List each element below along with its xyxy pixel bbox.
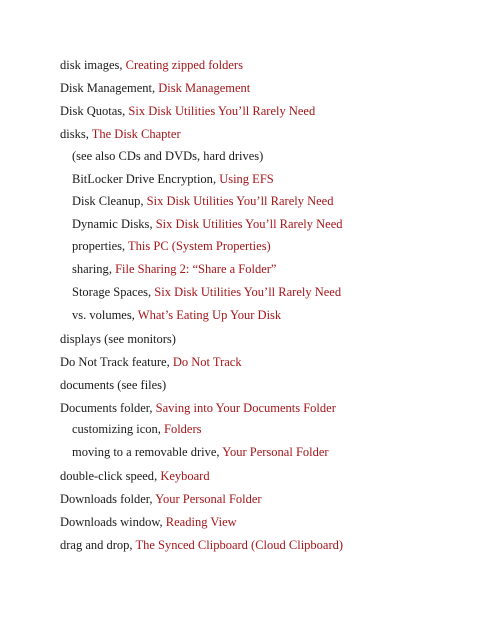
index-subentry: properties, This PC (System Properties) bbox=[72, 239, 271, 253]
index-entry bbox=[60, 332, 176, 347]
index-term: properties bbox=[72, 239, 122, 253]
index-term: (see also CDs and DVDs, hard drives) bbox=[72, 149, 264, 163]
index-entry: drag and drop, The Synced Clipboard (Cloud Clipboard) bbox=[60, 538, 344, 552]
index-link[interactable]: The Disk Chapter bbox=[91, 127, 181, 141]
index-subentry: customizing icon, Folders bbox=[72, 422, 202, 436]
index-term: customizing icon bbox=[72, 422, 158, 436]
index-term: Downloads folder bbox=[60, 492, 150, 506]
index-link[interactable]: This PC (System Properties) bbox=[128, 239, 271, 253]
index-subentry: Storage Spaces, Six Disk Utilities You’ll Rarely Need bbox=[72, 285, 342, 299]
index-link[interactable]: Do Not Track bbox=[172, 355, 242, 369]
index-link[interactable]: Creating zipped folders bbox=[125, 58, 243, 72]
index-subentry: moving to a removable drive, Your Personal Folder bbox=[72, 445, 329, 459]
index-term: documents (see files) bbox=[60, 378, 167, 392]
index-link[interactable]: Your Personal Folder bbox=[155, 492, 262, 506]
index-term: double-click speed bbox=[60, 469, 155, 483]
index-subentry bbox=[72, 149, 263, 164]
index-subentry: vs. volumes, What’s Eating Up Your Disk bbox=[72, 308, 282, 322]
index-link[interactable]: Six Disk Utilities You’ll Rarely Need bbox=[154, 285, 342, 299]
index-term: disk images bbox=[60, 58, 120, 72]
index-term: vs. volumes bbox=[72, 308, 132, 322]
index-link[interactable]: What’s Eating Up Your Disk bbox=[137, 308, 282, 322]
index-link[interactable]: Six Disk Utilities You’ll Rarely Need bbox=[155, 217, 343, 231]
index-term: sharing bbox=[72, 262, 109, 276]
index-link[interactable]: Folders bbox=[164, 422, 202, 436]
index-link[interactable]: Six Disk Utilities You’ll Rarely Need bbox=[128, 104, 316, 118]
index-entry: Downloads folder, Your Personal Folder bbox=[60, 492, 262, 506]
index-link[interactable]: Disk Management bbox=[158, 81, 251, 95]
index-entry: Do Not Track feature, Do Not Track bbox=[60, 355, 242, 369]
index-subentry: Dynamic Disks, Six Disk Utilities You’ll Rarely Need bbox=[72, 217, 343, 231]
index-link[interactable]: Your Personal Folder bbox=[222, 445, 329, 459]
index-link[interactable]: File Sharing 2: “Share a Folder” bbox=[115, 262, 277, 276]
index-link[interactable]: The Synced Clipboard (Cloud Clipboard) bbox=[135, 538, 344, 552]
index-term: disks bbox=[60, 127, 86, 141]
index-entry: disk images, Creating zipped folders bbox=[60, 58, 243, 72]
index-link[interactable]: Using EFS bbox=[219, 172, 274, 186]
index-term: Downloads window bbox=[60, 515, 160, 529]
index-term: Storage Spaces bbox=[72, 285, 149, 299]
index-entry: disks, The Disk Chapter bbox=[60, 127, 181, 141]
index-entry: Disk Quotas, Six Disk Utilities You’ll Rarely Need bbox=[60, 104, 316, 118]
index-term: Documents folder bbox=[60, 401, 150, 415]
index-subentry: Disk Cleanup, Six Disk Utilities You’ll Rarely Need bbox=[72, 194, 334, 208]
index-link[interactable]: Keyboard bbox=[160, 469, 210, 483]
index-term: moving to a removable drive bbox=[72, 445, 217, 459]
index-link[interactable]: Six Disk Utilities You’ll Rarely Need bbox=[146, 194, 334, 208]
index-entry: Downloads window, Reading View bbox=[60, 515, 237, 529]
index-subentry: sharing, File Sharing 2: “Share a Folder” bbox=[72, 262, 277, 276]
index-link[interactable]: Reading View bbox=[165, 515, 237, 529]
index-link[interactable]: Saving into Your Documents Folder bbox=[155, 401, 336, 415]
index-subentry: BitLocker Drive Encryption, Using EFS bbox=[72, 172, 274, 186]
index-entry: Documents folder, Saving into Your Documents Folder bbox=[60, 401, 336, 415]
index-entry bbox=[60, 378, 166, 393]
index-term: Do Not Track feature bbox=[60, 355, 167, 369]
index-entry: double-click speed, Keyboard bbox=[60, 469, 210, 483]
index-term: Disk Management bbox=[60, 81, 152, 95]
index-term: BitLocker Drive Encryption bbox=[72, 172, 213, 186]
index-term: Disk Quotas bbox=[60, 104, 123, 118]
index-term: drag and drop bbox=[60, 538, 130, 552]
index-term: Dynamic Disks bbox=[72, 217, 150, 231]
index-entry: Disk Management, Disk Management bbox=[60, 81, 251, 95]
index-term: displays (see monitors) bbox=[60, 332, 176, 346]
index-term: Disk Cleanup bbox=[72, 194, 141, 208]
